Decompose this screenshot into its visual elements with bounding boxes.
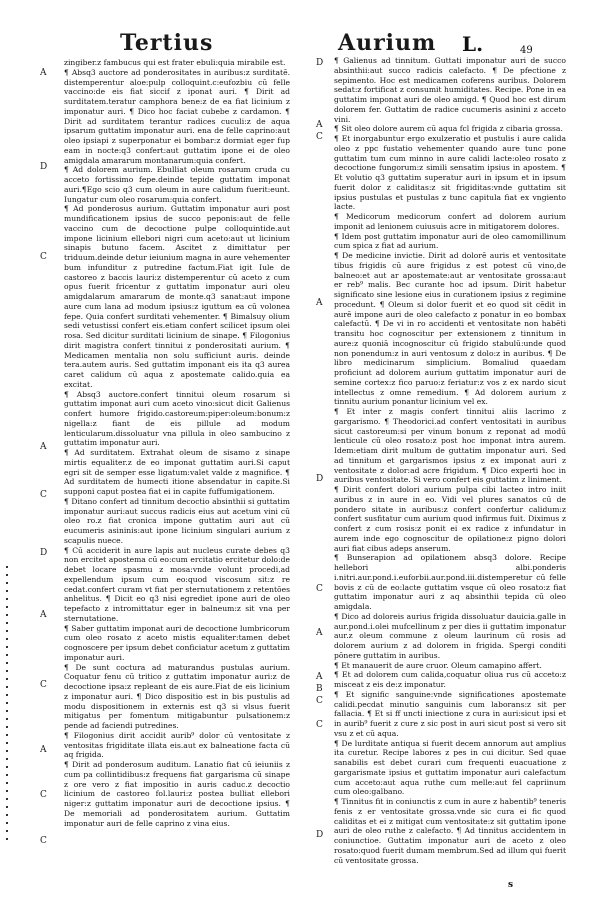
margin-letter-right: D — [316, 58, 324, 68]
margin-letter-left: C — [40, 790, 47, 800]
margin-letter-right: A — [316, 298, 323, 308]
margin-letter-left: D — [40, 548, 48, 558]
margin-letter-left: A — [40, 442, 47, 452]
margin-letter-right: A — [316, 628, 323, 638]
folio-roman-numeral: L. — [462, 32, 484, 56]
folio-number: 49 — [520, 45, 533, 56]
margin-letter-left: C — [40, 252, 47, 262]
margin-letter-left: D — [40, 162, 48, 172]
signature-mark: s — [508, 880, 514, 890]
margin-letter-right: D — [316, 830, 324, 840]
margin-letter-right: A — [316, 672, 323, 682]
margin-letter-left: A — [40, 610, 47, 620]
text-column-left: zingiber.z fambucus qui est frater ebuli:quia mirabile est. ¶ Absq3 auctore ad ponderositates in auribus:z surditatē. distemperentur aloe:pulp colloquint.c:eufozbiu cū felle vaccino:de eis fiat siccif z iponat auri. ¶ Dirit ad surditatem.teratur camphora bene:z de ea fiat licinium z imponatur auri. ¶ Dico hoc faciat cubebe z cardamon. ¶ Dirit ad surditatem terantur radices cuculi:z de aqua ipsarum guttatim imponatur auri. ena de felle caprino:aut oleo ipsiapi z superponatur ei bombar:z dormiat eger fup eam in nocte:q3 confert:aut guttatim ipone ei de oleo amigdala amararum montanarum:quia confert. ¶ Ad dolorem aurium. Ebulliat oleum rosarum cruda cu acceto fortissimo fepe.deinde tepide guttatim imponat auri.¶Ego scio q3 cum oleum in aure calidum fuerit:eunt. Iungatur cum oleo rosarum:quia confert. ¶ Ad ponderosus aurium. Guttatim imponatur auri post mundificationem ipsius de succo peponis:aut de felle vaccino cum de decoctione pulpe colloquintide.aut impone licinium ellebori nigri cum aceto:aut ut licinium sinapis butuno facem. Ascitet z dimittatur per triduum.deinde detur ieiunium magna in aure vehementer bum infunditur z putredine factum.Fiat igit Iule de castoreo z baccis lauri:z distemperentur cū aceto z cum opus fuerit fricentur z guttatim imponatur auri oleu amigdalarum amararum de monte.q3 sanat:aut impone aure cum lana ad modum ipsius:z iguttum ea cū volonea fepe. Quia confert surditati vehementer. ¶ Bimalsuy olium sedi vetustissi confert eis.etiam confert scilicet ipsum olei rosa. Sed dicitur surditati licinium de sinape. ¶ Filogonius dirit magistra confert tinnitui z ponderositati aurium. ¶ Medicamen mentalia non solu sufficiunt auris. deinde tera.autem auris. Sed guttatim imponant eis ita q3 aurea caret calidum cū aqua z apostemate calido.quia ea excitat. ¶ Absq3 auctore.confert tinnitui oleum rosarum si guttatim imponat auri cum aceto vino:sicut dicit Galienus confert humore frigido.castoreum:piper:oleum:bonum:z nigella:z fiant de eis pillule ad modum lenticularum.dissoluatur vna pillula in oleo sambucino z guttatim imponatur auri. ¶ Ad surditatem. Extrahat oleum de sisamo z sinape mirtis equaliter.z de eo imponat guttatim auri.Si caput egri sit de semper esse ligatum:valet valde z magnifice. ¶ Ad surditatem de humecti itione absendatur in capite.Si supponi caput postea fiat ei in capite fuffumigationem. ¶ Ditano confert ad tinnitum decoctio absinthii si guttatim imponatur auri:aut succus radicis eius aut acetum vini cū oleo ro.z fiat cronica impone guttatim auri aut cū eucumeris asininis:aut ipone licinium singulari aurium z scapulis nuece. ¶ Cū acciderit in aure lapis aut nucleus curate debes q3 non ercitet apostema cū eo:cum ercitatio ercitetur dolo:de debet locare spasmu z mosa:vnde volunt procedi,ad expellendum ipsum cum eo:quod viscosum sit:z re cedat.confert curam vt fiat per sternutationem z retentōes anhelitus. ¶ Dicit eo q3 nisi egrediet ipone auri de oleo tepefacto z intromittatur eger in balneum:z sit vna per sternutatione. ¶ Saber guttatim imponat auri de decoctione lumbricorum cum oleo rosato z aceto mistis equaliter:tamen debet cognoscere per ipsum debet conficiatur acetum z guttatim imponatur auri. ¶ De sunt coctura ad maturandus pustulas aurium. Coquatur fenu cū tritico z guttatim imponatur auri:z de decoctione ipsa:z repleant de eis aure.Fiat de eis licinium z imponatur auri. ¶ Dico dispositio est in bis pustulis ad modu dispositionem in externis est q3 si vlsus fuerit mitigatus per fomentum mitigabuntur pulsationem:z pende ad faciendi putredines. ¶ Filogonius dirit accidit aurib⁹ dolor cū ventositate z ventositas frigiditate illata eis.aut ex balneatione facta cū aq frigida. ¶ Dirit ad ponderosum auditum. Lanatio fiat cū ieiuniis z cum pa collintidibus:z frequens fiat gargarisma cū sinape z ore vero z fiat impositio in auris caduc.z decoctio licinium de castoreo fol.lauri:z postea bulliat ellebori niger:z guttatim imponatur auri de decoctione ipsius. ¶ De memoriali ad ponderositatem aurium. Guttatim imponatur auri de felle caprino z vina eius. — [64, 58, 290, 828]
margin-letter-right: A — [316, 120, 323, 130]
margin-letter-left: C — [40, 490, 47, 500]
margin-letter-right: B — [316, 684, 323, 694]
margin-letter-left: A — [40, 68, 47, 78]
running-head-left: Tertius — [120, 30, 214, 56]
margin-letter-right: C — [316, 720, 323, 730]
margin-letter-right: C — [316, 584, 323, 594]
margin-letter-right: D — [316, 474, 324, 484]
running-head-right: Aurium — [338, 30, 437, 56]
text-column-right: ¶ Galienus ad tinnitum. Guttati imponatur auri de succo absinthii:aut succo radicis calefacto. ¶ De pfectione z sepimento. Hoc est medicamen coferens auribus. Dolorem sedat:z fortificat z consumit humiditates. Recipe. Pone in ea guttatim imponat auri de oleo amigd. ¶ Quod hoc est dirum dolorem fer. Guttatim de radice cucumeris asinini z acceto vini. ¶ Sit oleo dolore aurem cū aqua fcl frigida z cibaria grossa. ¶ Et inorgabuntur ergo exulzeratio et pustulis i aure calida oleo z ppc fustatio vehementer quando aure tunc pone guttatim tum cum minno in aure calidi lacte:oleo rosato z decoctione fungorum:z simili sensatim ipsius in apostem. ¶ Et volutio q3 guttatim superatur auri in ipsum et in ipsum fuerit dolor z caliditas:z sit frigiditas:vnde guttatim sit ipsius pustulas et pustulas z tunc capitula fiat ex vngiento lacte. ¶ Medicorum medicorum confert ad dolorem aurium imponit ad lenionem cuiusuis acre in mitigatorem dolores. ¶ Idem post guttatim imponatur auri de oleo camomillinum cum spica z fiat ad aurium. ¶ De medicine invictie. Dirit ad dolorē auris et ventositate tibus frigidis cū aure frigidus z est potest cū vino,de balneo:et aut ar apostemate:aut ar ventositate grossa:aut er reb⁹ malis. Bec curante hoc ad ipsum. Dirit habetur significato sine lesione eius in curationem ipsius z regimine procedunt. ¶ Oleum si dolor fuerit et eo quod sit cēdit in aurē impone auri de oleo calefacto z ponatur in eo bombax calefactū. ¶ De vi in ro accidenti et ventositate non habēti transitu hoc cognoscitur per extensionem z tinnitum in aure:z quoniā incognoscitur cū frigido stabulū:unde quod non ponendum:z in auri ventosum z dolo:z in auribus. ¶ De libro medicinarum simplicium. Bomaliud quaedam proficiunt ad dolorem aurium guttatim imponatur auri de semine cortex:z fico paruo:z feriatur:z vos z ex nardo sicut intellectus z omne remedium. ¶ Ad dolorem aurium z tinnitu aurium ponantur licinium vel ex. ¶ Et inter z magis confert tinnitui aliis lacrimo z gargarismo. ¶ Theodorici.ad confert ventositati in auribus sicut castoreum:si per vinum bonum z reponat ad modū lenticule cū oleo rosato:z post hoc imponat intra aurem. Idem:etiam dirit multum de guttatim imponatur auri. Sed ad tinnitum et gargarismos ipsius z ex imponat auri z ventositate z dolor:ad acre frigidum. ¶ Dico experti hoc in auribus ventositate. Si vero confert eis guttatim z liniment. ¶ Dirit confert dolori aurium pulpa cibi lacteo intro iniit auribus z in aure in eo. Vidi vel plures sanatos cū de pondero sitate in auribus:z confert confertur calidum:z confert susfitatur cum aurium quod infirmus fuit. Diximus z confert z cum rosis:z ponit ei ex radice z infundatur in aurem inde ego cognoscitur de opilatione:z pigno dolori auri fiat cibus adeps anserum. ¶ Bunserapion ad opilationem absq3 dolore. Recipe hellebori albi.ponderis i.nitri.aur.pond.i.euforbii.aur.pond.iii.distemperetur cū felle bovis z cū de eo:lacte guttatim vsque cū oleo rosato:z fiat guttatim imponatur auri z aq absinthii tepida cū oleo amigdala. ¶ Dico ad doloreis aurius frigida dissoluatur dauicia.galle in aur.pond.i.olei mufcellinum z per dies ii guttatim imponatur aur.z oleum commune z oleum laurinum cū rosis ad dolorem aurium z ad dolorem in frigida. Spergi conditi pōnere guttatim in auribus. ¶ Et manauerit de aure cruor. Oleum camapino affert. ¶ Et ad dolorem cum calida,coquatur oliua rus cū acceto:z misceat z eis de:z imponatur. ¶ Et signific sanguine:vnde significationes apostemate calidi.pecdat minutio sanguinis cum laborans:z sit per fallacia. ¶ Et si ff uncti iniectione z cura in auri:sicut ipsi et in aurib⁹ fuerit z cure z sic post in auri sicut post si vero sit vsu z et cū aqua. ¶ De lurditate antiqua si fuerit decem annorum aut amplius ita curetur. Recipe labores z pes in cui dicitur. Sed quae sanabilis est debet curari cum frequenti euacuatione z gargarismate ipsius et guttatim imponatur auri calefactum cum acceto:aut aqua ruthe cum melle:aut fel capriinum cum oleo:galbano. ¶ Tinnitus fit in coniunctis z cum in aure z habentib⁹ teneris fenis z er ventositate grossa.vnde sic cura ei fic quod caliditas et ei z mitigat cum ventositate:z sit guttatim ipone auri de oleo ruthe z calefacto. ¶ Ad tinnitus accidentem in coniunctioe. Guttatim imponatur auri de aceto z oleo rosato:quod fuerit dumam membrum.Sed ad illum qui fuerit cū ventositate grossa. — [334, 56, 566, 865]
margin-letter-left: C — [40, 836, 47, 846]
binding-stitch-marks — [2, 560, 12, 810]
margin-letter-left: A — [40, 745, 47, 755]
margin-letter-left: C — [40, 680, 47, 690]
margin-letter-right: C — [316, 696, 323, 706]
margin-letter-right: C — [316, 132, 323, 142]
